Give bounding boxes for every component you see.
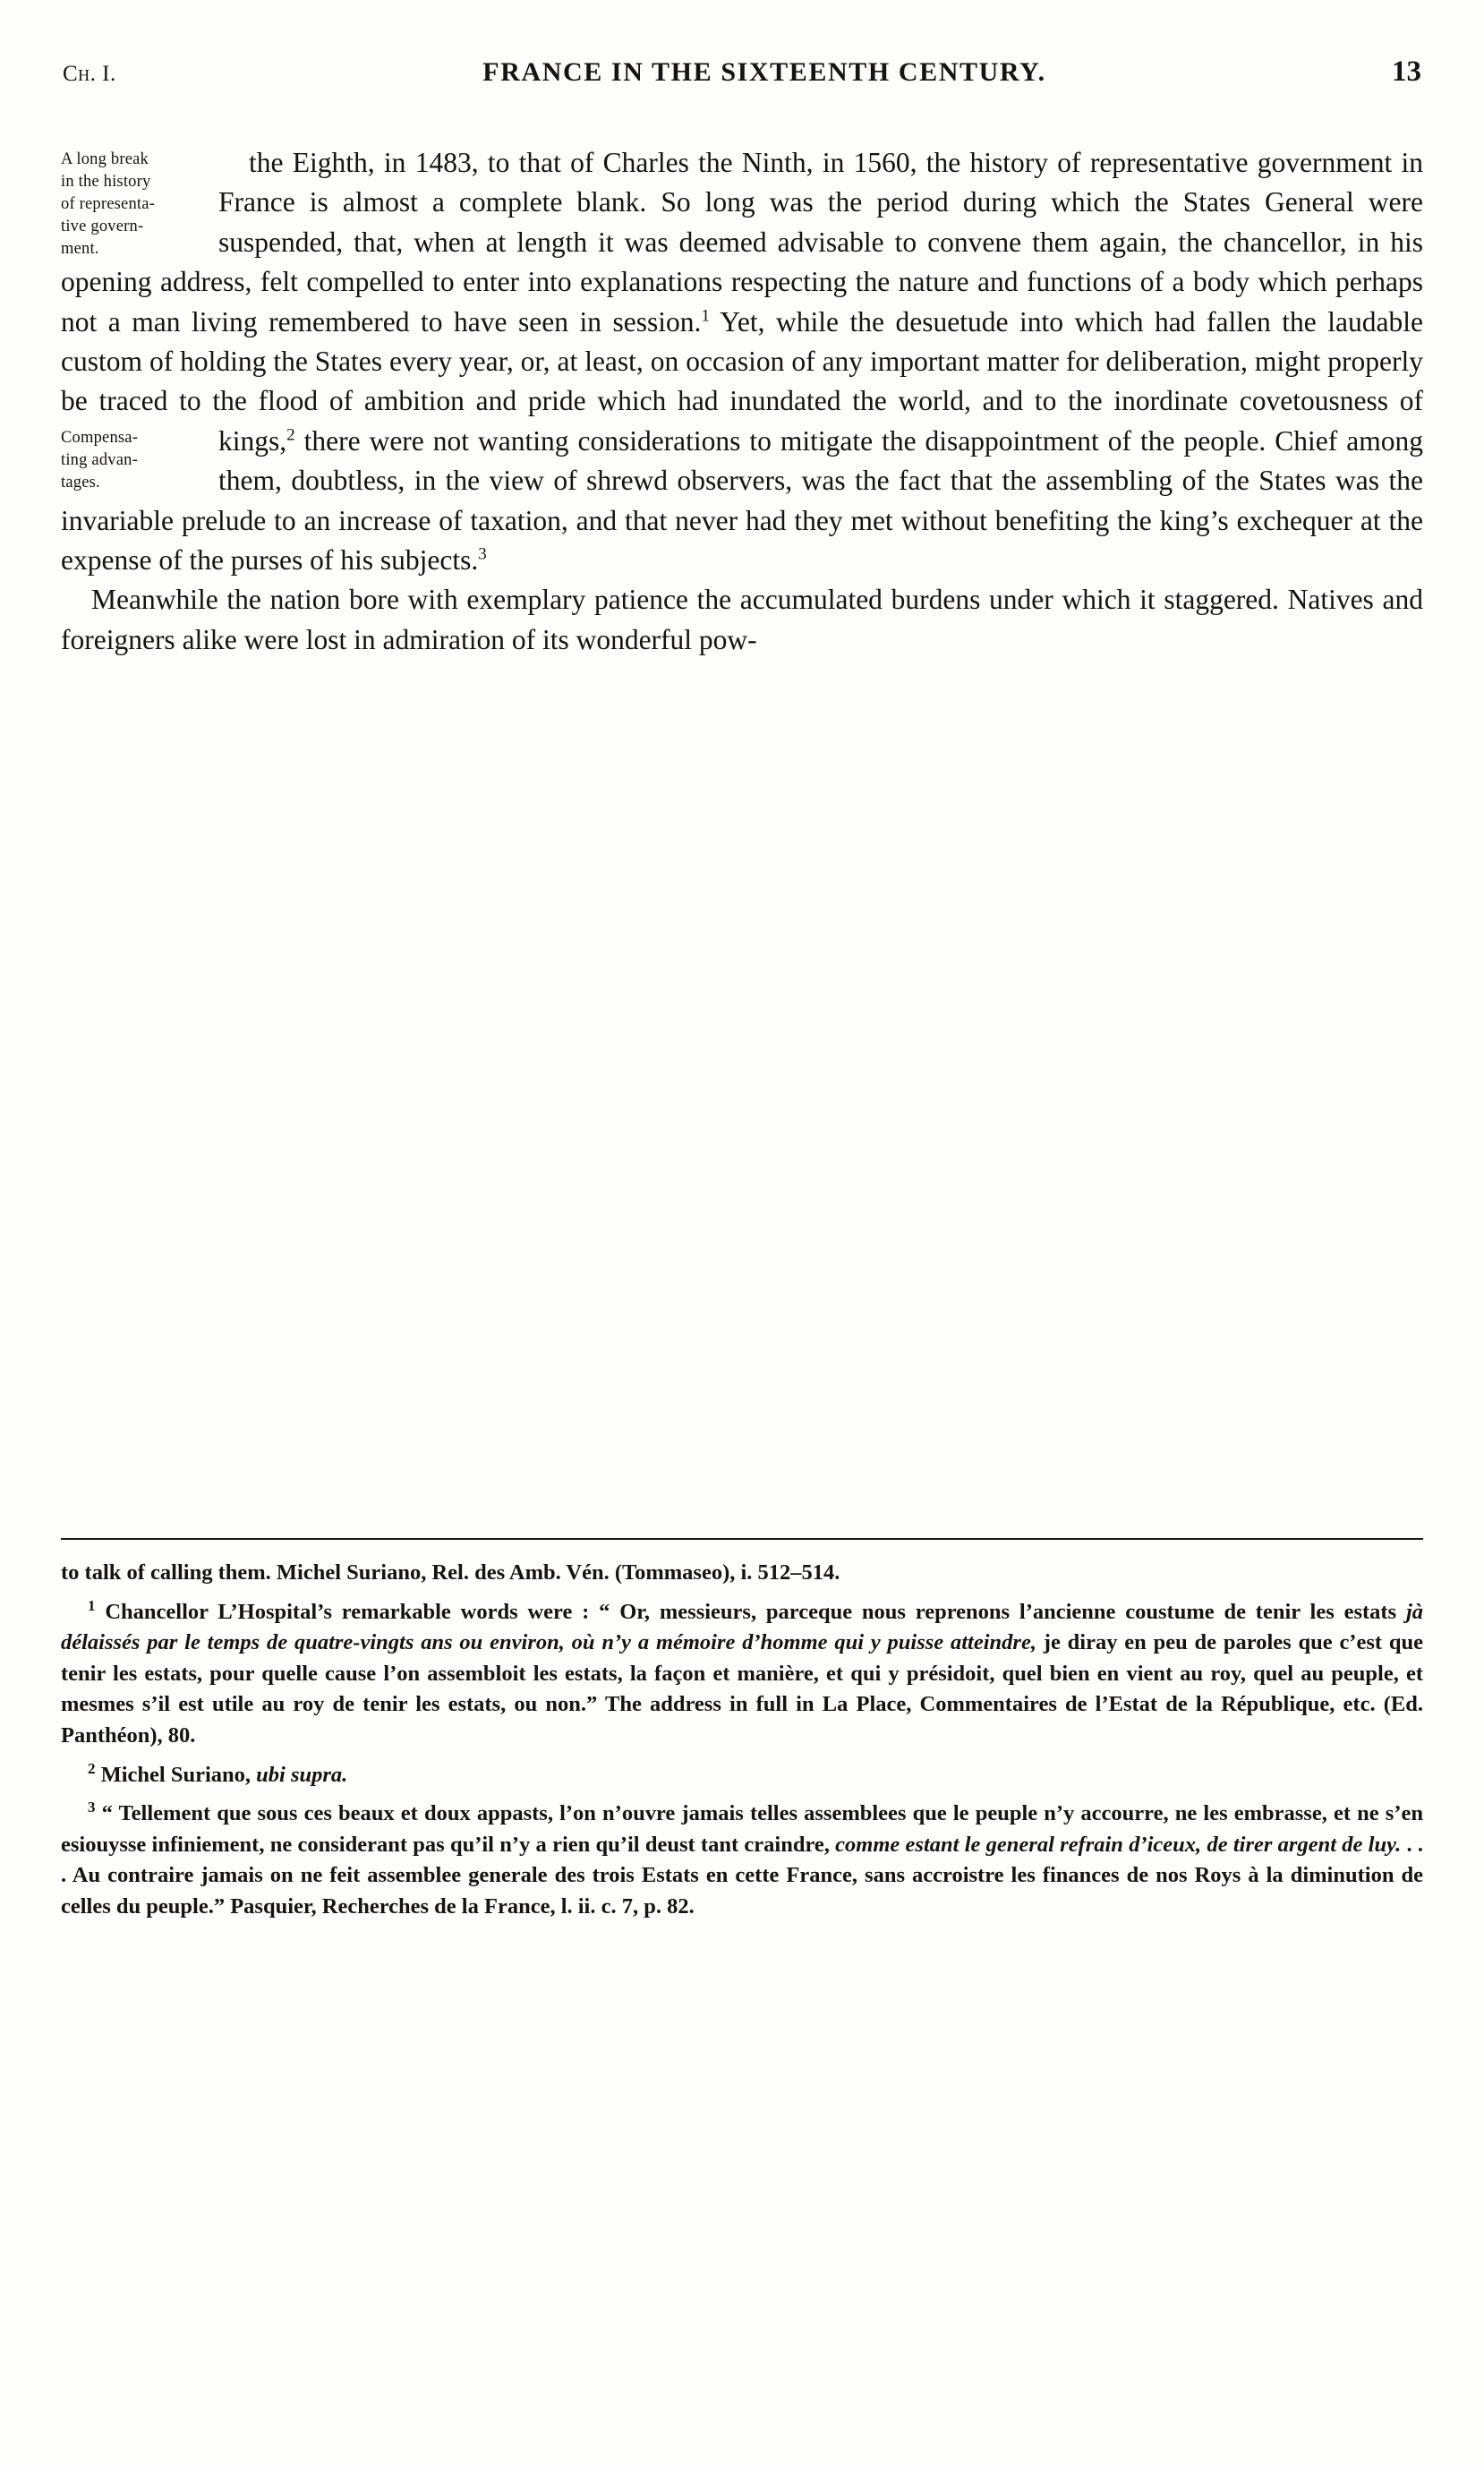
body-text: [61, 143, 1423, 660]
footnote-2-text-a: Michel Suriano,: [95, 1762, 257, 1787]
sidenote-line: of representa-: [61, 195, 156, 213]
sidenote-line: tages.: [61, 473, 100, 491]
footnote-3-marker: 3: [88, 1799, 96, 1816]
footnote-1: [61, 1597, 1423, 1752]
footnote-block: [61, 1558, 1423, 1923]
paragraph-one-part-a: the Eighth, in 1483, to that of Charles the Ninth, in 1560, the history of representative government in France is almost a complete blank. So long was the period during which the States General were suspended, that, when at length it was deemed advisable to convene them again, the chancellor, in his opening address, felt compelled to enter into explanations respecting the nature and functions of a body which perhaps not a man living remembered to have seen in session.: [61, 147, 1423, 338]
footnote-carryover: to talk of calling them. Michel Suriano, Rel. des Amb. Vén. (Tommaseo), i. 512–514.: [61, 1560, 840, 1585]
sidenote-long-break: [61, 149, 204, 261]
footnote-divider: [61, 1538, 1423, 1540]
paragraph-one-part-b: Yet, while the desuetude into which had fallen the laudable custom of holding the States every year, or, at least, on occasion of any important matter for deliberation, might properly be traced to the flood of ambition and pride which had inundated the world, and to the inordinate covetousness of kings,: [61, 305, 1423, 457]
page-title: FRANCE IN THE SIXTEENTH CENTURY.: [482, 57, 1046, 87]
footnote-3-text-b: . . . Au contraire jamais on ne feit assemblee generale des trois Estats en cette France, sans accroistre les finances de nos Roys à la diminution de celles du peuple.” Pasquier, Recherches de la France, l. ii. c. 7, p. 82.: [61, 1832, 1424, 1919]
footnote-ref-1[interactable]: 1: [701, 306, 710, 326]
sidenote-line: tive govern-: [61, 218, 144, 235]
paragraph-one-part-c: there were not wanting considerations to mitigate the disappointment of the people. Chief among them, doubtless, in the view of shrewd observers, was the fact that the assembling of the States was the invariable prelude to an increase of taxation, and that never had they met without benefiting the king’s exchequer at the expense of the purses of his subjects.: [61, 424, 1423, 577]
sidenote-line: ting advan-: [61, 450, 138, 469]
footnote-1-text-a: Chancellor L’Hospital’s remarkable words were : “ Or, messieurs, parceque nous reprenons l’ancienne coustume de tenir les estats: [95, 1599, 1406, 1624]
footnote-3: [61, 1799, 1423, 1922]
footnote-3-text-a: “ Tellement que sous ces beaux et doux appasts, l’on n’ouvre jamais telles assemblees que le peuple n’y accourre, ne les embrasse, et ne s’en esiouysse infiniement, ne considerant pas qu’il n’y a rien qu’il deust tant craindre,: [61, 1801, 1423, 1857]
sidenote-line: in the history: [61, 173, 151, 191]
chapter-label: Ch. I.: [63, 62, 116, 86]
sidenote-line: ment.: [61, 240, 99, 258]
footnote-2-marker: 2: [88, 1759, 96, 1777]
footnote-2-italic: ubi supra.: [256, 1762, 348, 1787]
sidenote-compensating-advantages: [61, 427, 204, 494]
paragraph-two: Meanwhile the nation bore with exemplary patience the accumulated burdens under which it staggered. Natives and foreigners alike were lost in admiration of its wonderful pow-: [61, 584, 1423, 655]
footnote-3-italic: comme estant le general refrain d’iceux, de tirer argent de luy.: [835, 1832, 1402, 1857]
footnote-2: [61, 1760, 1423, 1791]
footnote-1-text-b: je diray en peu de paroles que c’est que tenir les estats, pour quelle cause l’on assembloit les estats, la façon et manière, et qui y présidoit, quel bien en vient au roy, quel au peuple, et mesmes s’il est utile au roy de tenir les estats, ou non.” The address in full in La Place, Commentaires de l’Estat de la République, etc. (Ed. Panthéon), 80.: [61, 1630, 1423, 1748]
footnote-ref-2[interactable]: 2: [286, 425, 295, 445]
running-head: [63, 56, 1421, 95]
page-number: 13: [1392, 56, 1421, 88]
footnote-ref-3[interactable]: 3: [478, 544, 487, 564]
sidenote-line: A long break: [61, 150, 149, 168]
footnote-1-marker: 1: [88, 1596, 96, 1614]
footnote-1-italic: jà délaissés par le temps de quatre-vingts ans ou environ, où n’y a mémoire d’homme qui y puisse atteindre,: [61, 1599, 1423, 1655]
paragraph-one: [61, 143, 1423, 580]
sidenote-line: Compensa-: [61, 428, 139, 447]
